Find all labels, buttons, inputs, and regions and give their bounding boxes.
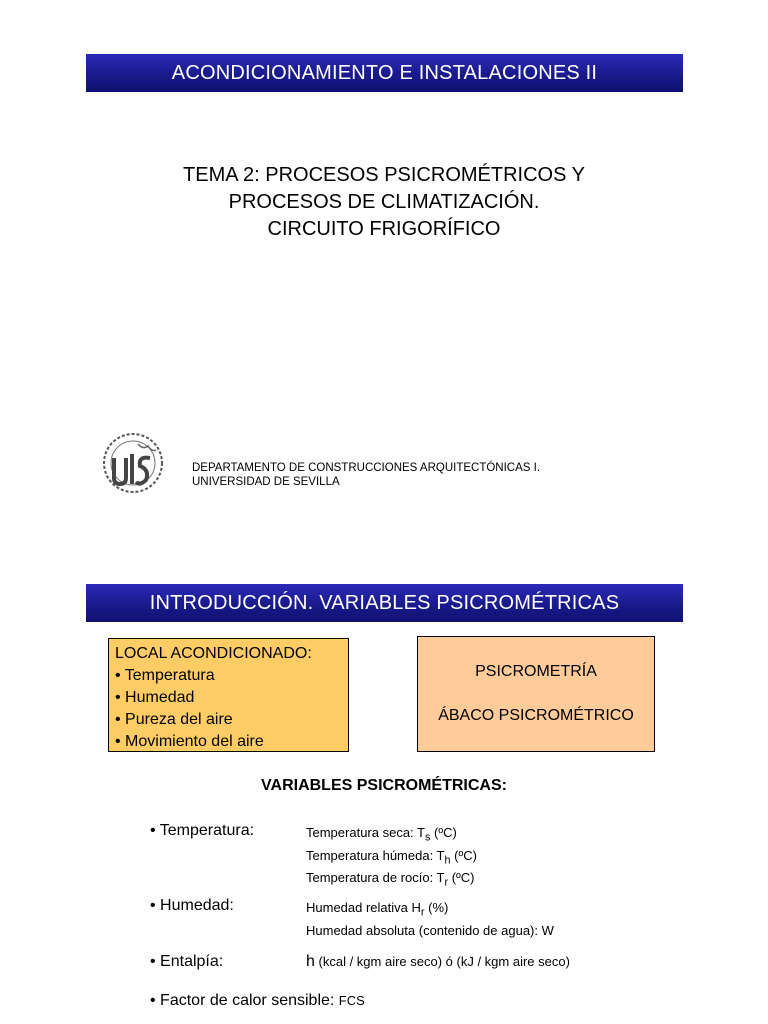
section-title: INTRODUCCIÓN. VARIABLES PSICROMÉTRICAS	[149, 591, 620, 614]
course-title: ACONDICIONAMIENTO E INSTALACIONES II	[171, 61, 598, 84]
temperatura-rocio: Temperatura de rocío: $T_r$ (ºC)	[306, 870, 475, 889]
entalpia-desc	[306, 953, 570, 970]
variables-heading: VARIABLES PSICROMÉTRICAS:	[261, 777, 507, 794]
local-acondicionado-box	[108, 638, 349, 752]
topic-title-line-3: CIRCUITO FRIGORÍFICO	[267, 218, 501, 240]
humedad-desc	[306, 899, 554, 939]
section-title-banner	[86, 584, 683, 622]
list-item: • Movimiento del aire	[115, 731, 342, 753]
temperatura-humeda: Temperatura húmeda: $T_h$ (ºC)	[306, 847, 477, 867]
temperatura-desc	[306, 824, 477, 892]
department-info	[192, 461, 540, 489]
topic-title	[0, 162, 768, 243]
fcs-label: • Factor de calor sensible: FCS	[150, 992, 365, 1010]
local-box-heading: LOCAL ACONDICIONADO:	[115, 645, 312, 662]
psicrometria-box	[417, 636, 655, 752]
university-name: UNIVERSIDAD DE SEVILLA	[192, 476, 340, 488]
psicrometria-label: PSICROMETRÍA	[475, 663, 597, 680]
humedad-absoluta: Humedad absoluta (contenido de agua): W	[306, 922, 554, 938]
entalpia-units: (kcal / kgm aire seco) ó (kJ / kgm aire seco)	[314, 954, 570, 969]
entalpia-label: • Entalpía:	[150, 953, 223, 971]
fcs-abbr: FCS	[338, 993, 365, 1008]
course-title-banner	[86, 54, 683, 92]
list-item: • Humedad	[115, 687, 342, 709]
list-item: • Temperatura	[115, 665, 342, 687]
humedad-label: • Humedad:	[150, 897, 234, 915]
topic-title-line-1: TEMA 2: PROCESOS PSICROMÉTRICOS Y	[183, 164, 585, 186]
temperatura-seca: Temperatura seca: $T_s$ (ºC)	[306, 825, 457, 844]
abaco-label: ÁBACO PSICROMÉTRICO	[438, 707, 634, 724]
local-box-list	[115, 665, 342, 753]
temperatura-label: • Temperatura:	[150, 822, 254, 840]
list-item: • Pureza del aire	[115, 709, 342, 731]
entalpia-symbol: h	[306, 953, 315, 970]
department-name: DEPARTAMENTO DE CONSTRUCCIONES ARQUITECTÓNICAS I.	[192, 462, 541, 474]
university-seal-logo	[98, 432, 168, 494]
topic-title-line-2: PROCESOS DE CLIMATIZACIÓN.	[228, 191, 540, 213]
humedad-relativa: Humedad relativa $H_r$ (%)	[306, 900, 449, 919]
